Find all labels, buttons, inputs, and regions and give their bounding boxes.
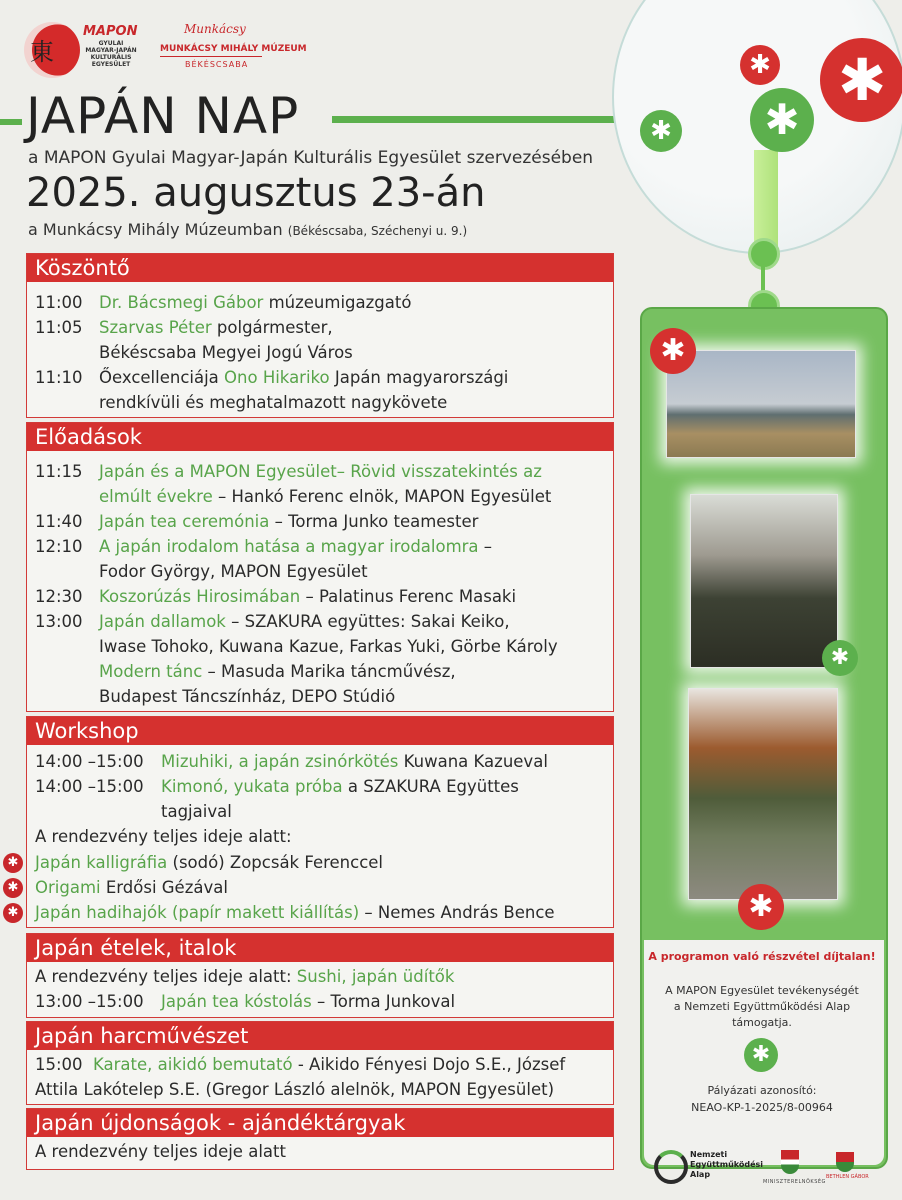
detail: - Aikido Fényesi Dojo S.E., József (292, 1055, 566, 1074)
green-flower-icon: ✱ (640, 110, 682, 152)
museum-signature: Munkácsy (184, 22, 246, 36)
event-venue (28, 220, 467, 239)
nea-logo-icon (654, 1150, 688, 1184)
photo-torii-gate (666, 350, 856, 458)
detail: – Torma Junko teamester (269, 512, 479, 531)
detail: múzeumigazgató (263, 293, 412, 312)
support-note (640, 983, 884, 1031)
highlight: Karate, aikidó bemutató (93, 1055, 293, 1074)
program-row (99, 559, 368, 584)
highlight: Origami (35, 878, 101, 897)
highlight: Dr. Bácsmegi Gábor (99, 293, 264, 312)
nea-text-line: Nemzeti (690, 1150, 728, 1159)
program-row (35, 749, 548, 774)
museum-city: BÉKÉSCSABA (185, 60, 249, 69)
venue-name: a Munkácsy Mihály Múzeumban (28, 220, 283, 239)
detail: – (478, 537, 493, 556)
highlight: Szarvas Péter (99, 318, 212, 337)
bethlen-crest-icon (836, 1152, 854, 1172)
highlight: elmúlt évekre (99, 487, 213, 506)
highlight: Japán és a MAPON Egyesület– Rövid visszatekintés az (99, 462, 542, 481)
highlight: A japán irodalom hatása a magyar irodalomra (99, 537, 479, 556)
sakura-bullet-icon: ✱ (3, 878, 23, 898)
highlight: Sushi, japán üdítők (296, 967, 455, 986)
detail: Budapest Táncszínház, DEPO Stúdió (99, 687, 396, 706)
highlight: Japán kalligráfia (35, 853, 168, 872)
detail: Erdősi Gézával (100, 878, 228, 897)
detail: Attila Lakótelep S.E. (Gregor László alelnök, MAPON Egyesület) (35, 1080, 555, 1099)
museum-divider (160, 56, 262, 57)
time: 11:15 (35, 462, 83, 481)
program-row (99, 659, 456, 684)
section-harcmuveszet (26, 1021, 614, 1105)
sakura-flower-icon: ✱ (740, 45, 780, 85)
sakura-flower-icon: ✱ (650, 328, 696, 374)
photo-pagoda (690, 494, 838, 668)
program-row (35, 875, 228, 900)
highlight: Japán tea kóstolás (161, 992, 312, 1011)
detail: Japán magyarországi (329, 368, 509, 387)
section-eloadasok (26, 422, 614, 712)
program-row (161, 799, 232, 824)
grant-id-label: Pályázati azonosító: (707, 1084, 817, 1097)
program-row (35, 850, 383, 875)
program-row (35, 824, 292, 849)
detail: tagjaival (161, 802, 232, 821)
time: 14:00 –15:00 (35, 752, 144, 771)
detail: a SZAKURA Együttes (342, 777, 519, 796)
time: 11:10 (35, 368, 83, 387)
grant-id-value: NEAO-KP-1-2025/8-00964 (691, 1101, 833, 1114)
detail: – SZAKURA együttes: Sakai Keiko, (225, 612, 510, 631)
green-flower-icon: ✱ (744, 1038, 778, 1072)
nea-text-line: Alap (690, 1170, 711, 1179)
hungary-crest-icon (781, 1150, 799, 1174)
ministry-label: MINISZTERELNÖKSÉG (763, 1179, 826, 1185)
time: 11:00 (35, 293, 83, 312)
free-entry-note: A programon való részvétel díjtalan! (648, 950, 876, 963)
detail: – Palatinus Ferenc Masaki (300, 587, 517, 606)
section-koszonto (26, 253, 614, 418)
museum-name: MUNKÁCSY MIHÁLY MÚZEUM (160, 44, 307, 54)
highlight: Koszorúzás Hirosimában (99, 587, 301, 606)
program-row (35, 609, 510, 634)
detail: A rendezvény teljes ideje alatt (35, 1142, 286, 1161)
nea-text-line: Együttműködési (690, 1160, 764, 1169)
highlight: Modern tánc (99, 662, 203, 681)
program-row (99, 634, 558, 659)
support-line: A MAPON Egyesület tevékenységét (665, 984, 859, 997)
program-row (35, 1139, 286, 1164)
section-title: Japán ételek, italok (27, 934, 613, 962)
sakura-flower-icon: ✱ (738, 884, 784, 930)
venue-address: (Békéscsaba, Széchenyi u. 9.) (287, 224, 468, 238)
time: 14:00 –15:00 (35, 777, 144, 796)
program-row (35, 365, 508, 390)
time: 12:30 (35, 587, 83, 606)
detail: Iwase Tohoko, Kuwana Kazue, Farkas Yuki, Görbe Károly (99, 637, 558, 656)
highlight: Japán tea ceremónia (99, 512, 270, 531)
time: 13:00 (35, 612, 83, 631)
program-row (99, 484, 551, 509)
detail: – Masuda Marika táncművész, (202, 662, 456, 681)
section-title: Köszöntő (27, 254, 613, 282)
detail: A rendezvény teljes ideje alatt: (35, 967, 297, 986)
lantern-stem (754, 150, 778, 250)
time: 13:00 –15:00 (35, 992, 144, 1011)
program-row (35, 1077, 554, 1102)
detail: A rendezvény teljes ideje alatt: (35, 827, 292, 846)
section-workshop (7, 716, 614, 928)
organizer-subtitle: a MAPON Gyulai Magyar-Japán Kulturális Egyesület szervezésében (28, 148, 594, 168)
detail: Őexcellenciája (99, 368, 225, 387)
bethlen-label: BETHLEN GÁBOR (826, 1174, 869, 1180)
program-row (99, 340, 353, 365)
program-row (35, 290, 411, 315)
green-flower-icon: ✱ (822, 640, 858, 676)
sakura-flower-icon: ✱ (820, 38, 902, 122)
section-ujdonsagok (26, 1108, 614, 1170)
highlight: Kimonó, yukata próba (161, 777, 343, 796)
detail: Fodor György, MAPON Egyesület (99, 562, 368, 581)
program-row (99, 684, 395, 709)
page-title: JAPÁN NAP (26, 87, 300, 145)
logo-kanji: 東 (30, 38, 54, 66)
time: 15:00 (35, 1055, 83, 1074)
detail: polgármester, (211, 318, 333, 337)
program-row (35, 315, 333, 340)
sakura-bullet-icon: ✱ (3, 853, 23, 873)
highlight: Ono Hikariko (224, 368, 330, 387)
nea-logo-text (690, 1150, 763, 1180)
detail: – Torma Junkoval (311, 992, 456, 1011)
section-etelek (26, 933, 614, 1018)
time: 11:05 (35, 318, 83, 337)
program-row (35, 509, 478, 534)
program-row (35, 774, 519, 799)
detail: Kuwana Kazueval (398, 752, 548, 771)
section-title: Japán újdonságok - ajándéktárgyak (27, 1109, 613, 1137)
section-title: Workshop (27, 717, 613, 745)
title-decoration-right (332, 116, 622, 123)
highlight: Japán hadihajók (papír makett kiállítás) (35, 903, 360, 922)
program-row (35, 584, 516, 609)
highlight: Japán dallamok (99, 612, 226, 631)
time: 12:10 (35, 537, 83, 556)
detail: rendkívüli és meghatalmazott nagykövete (99, 393, 448, 412)
program-row (35, 989, 455, 1014)
support-line: támogatja. (732, 1016, 792, 1029)
section-title: Előadások (27, 423, 613, 451)
program-row (35, 900, 555, 925)
support-line: a Nemzeti Együttműködési Alap (673, 1000, 851, 1013)
green-flower-icon: ✱ (750, 88, 814, 152)
section-title: Japán harcművészet (27, 1022, 613, 1050)
program-row (35, 459, 542, 484)
mapon-logo-word: MAPON (83, 24, 138, 39)
title-decoration-left (0, 119, 22, 125)
detail: – Nemes András Bence (359, 903, 555, 922)
highlight: Mizuhiki, a japán zsinórkötés (161, 752, 399, 771)
program-row (99, 390, 447, 415)
detail: Békéscsaba Megyei Jogú Város (99, 343, 353, 362)
detail: – Hankó Ferenc elnök, MAPON Egyesület (212, 487, 552, 506)
photo-temple (688, 688, 838, 900)
program-row (35, 964, 454, 989)
program-row (35, 1052, 565, 1077)
event-date: 2025. augusztus 23-án (26, 170, 486, 216)
mapon-logo-subtitle: GYULAI MAGYAR-JAPÁN KULTURÁLIS EGYESÜLET (85, 40, 137, 68)
time: 11:40 (35, 512, 83, 531)
detail: (sodó) Zopcsák Ferenccel (167, 853, 384, 872)
program-row (35, 534, 492, 559)
sakura-bullet-icon: ✱ (3, 903, 23, 923)
